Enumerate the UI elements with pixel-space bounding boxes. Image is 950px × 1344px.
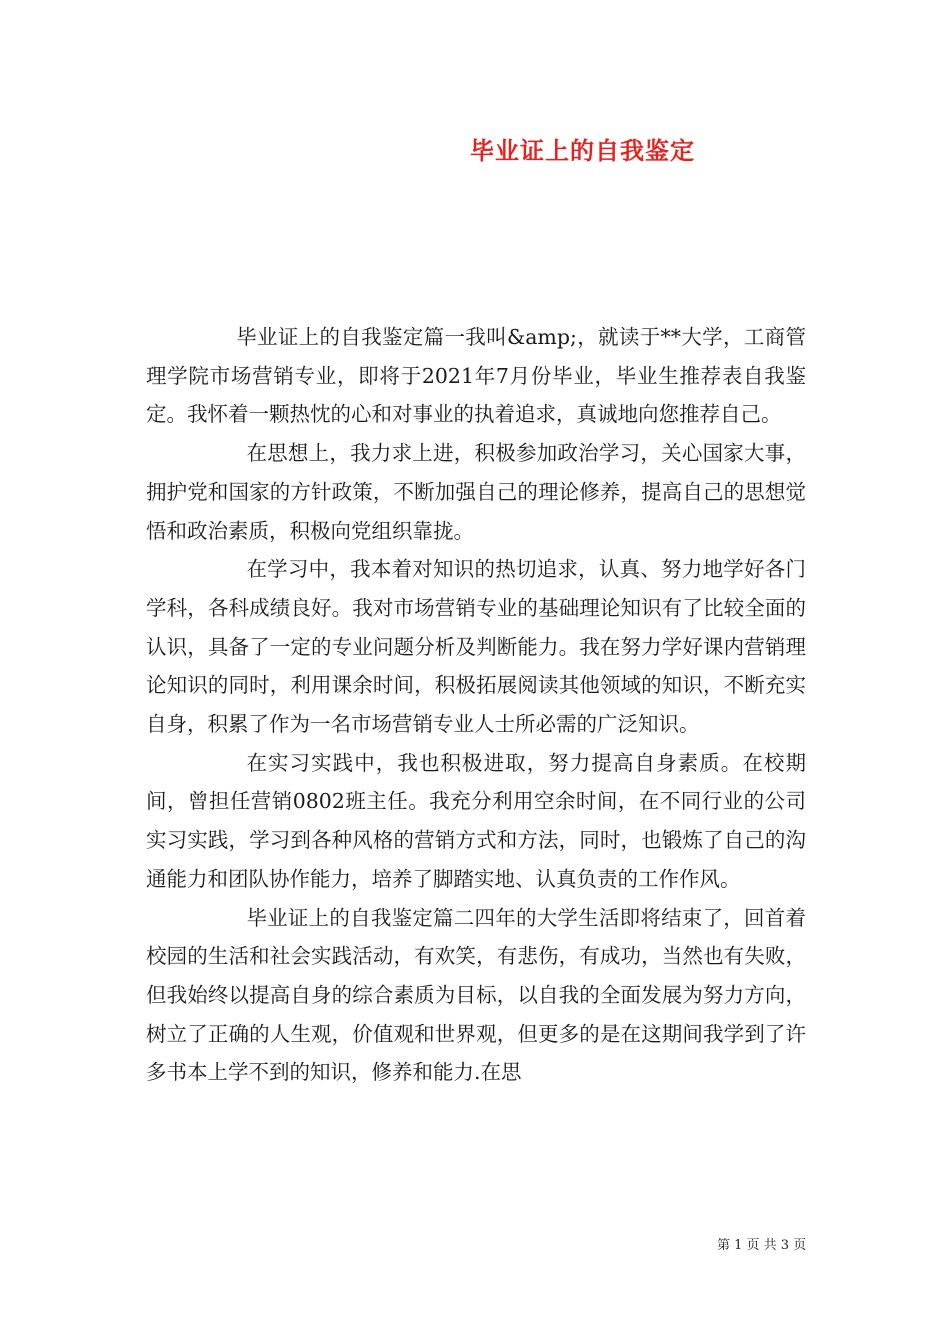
page-number-footer: 第 1 页 共 3 页 [717, 1238, 807, 1253]
paragraph-2: 在思想上，我力求上进，积极参加政治学习，关心国家大事，拥护党和国家的方针政策，不断加强自己的理论修养，提高自己的思想觉悟和政治素质，积极向党组织靠拢。 [146, 441, 806, 543]
document-title: 毕业证上的自我鉴定 [470, 136, 695, 165]
paragraph-4: 在实习实践中，我也积极进取，努力提高自身素质。在校期间，曾担任营销0802班主任。我充分利用空余时间，在不同行业的公司实习实践，学习到各种风格的营销方式和方法，同时，也锻炼了自己的沟通能力和团队协作能力，培养了脚踏实地、认真负责的工作作风。 [146, 750, 806, 891]
paragraph-1: 毕业证上的自我鉴定篇一我叫&amp;，就读于**大学，工商管理学院市场营销专业，即将于2021年7月份毕业，毕业生推荐表自我鉴定。我怀着一颗热忱的心和对事业的执着追求，真诚地向您推荐自己。 [146, 325, 806, 427]
paragraph-3: 在学习中，我本着对知识的热切追求，认真、努力地学好各门学科，各科成绩良好。我对市场营销专业的基础理论知识有了比较全面的认识，具备了一定的专业问题分析及判断能力。我在努力学好课内营销理论知识的同时，利用课余时间，积极拓展阅读其他领域的知识，不断充实自身，积累了作为一名市场营销专业人士所必需的广泛知识。 [146, 557, 806, 737]
document-body [146, 318, 806, 1092]
paragraph-5: 毕业证上的自我鉴定篇二四年的大学生活即将结束了，回首着校园的生活和社会实践活动，有欢笑，有悲伤，有成功，当然也有失败，但我始终以提高自身的综合素质为目标，以自我的全面发展为努力方向，树立了正确的人生观，价值观和世界观，但更多的是在这期间我学到了许多书本上学不到的知识，修养和能力.在思 [146, 905, 806, 1085]
